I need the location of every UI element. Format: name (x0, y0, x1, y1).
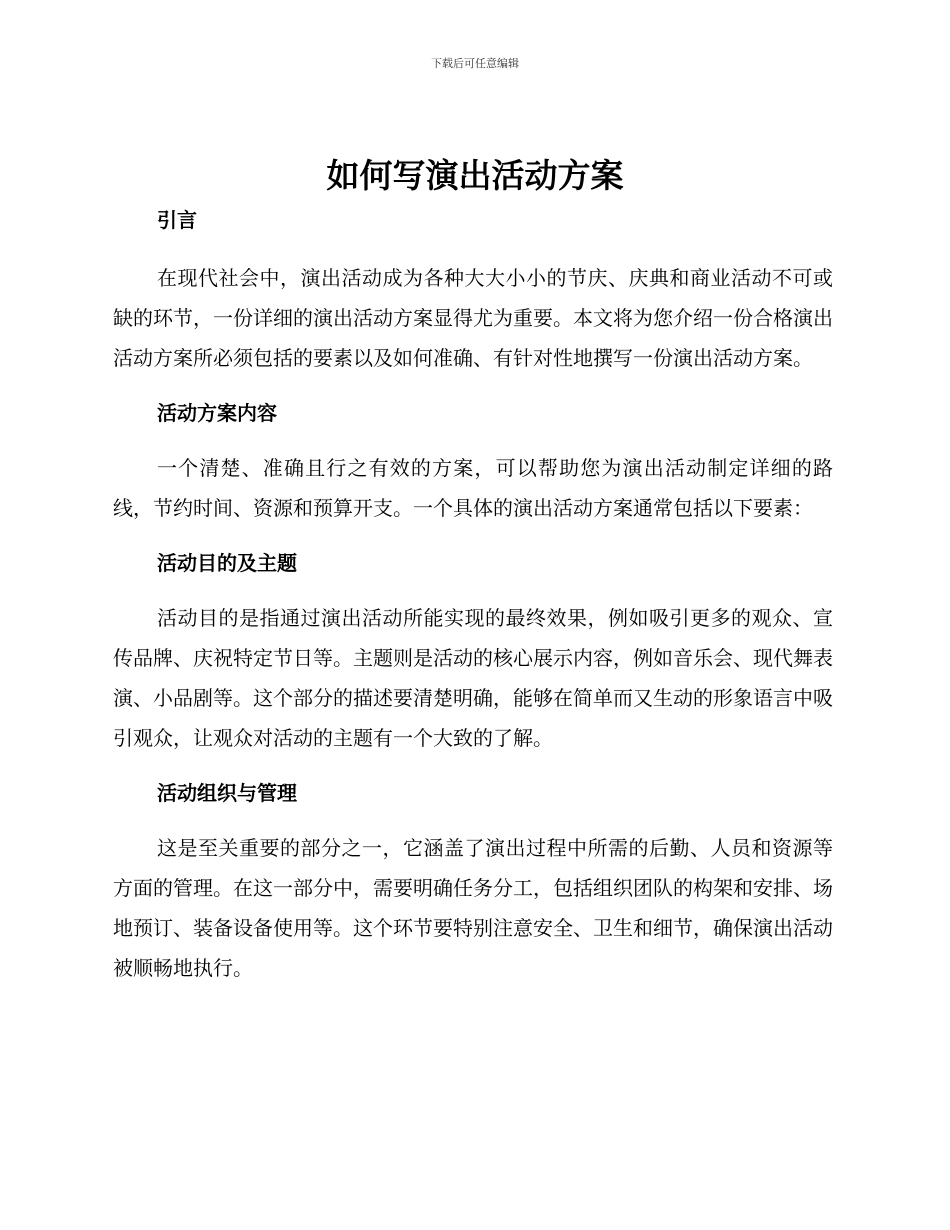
section-heading-plan-content: 活动方案内容 (157, 401, 277, 425)
section-heading-organization: 活动组织与管理 (157, 781, 297, 805)
section-paragraph-organization: 这是至关重要的部分之一，它涵盖了演出过程中所需的后勤、人员和资源等方面的管理。在这一部分中，需要明确任务分工，包括组织团队的构架和安排、场地预订、装备设备使用等。这个环节要特别注意安全、卫生和细节，确保演出活动被顺畅地执行。 (113, 836, 833, 980)
section-heading-intro: 引言 (157, 208, 197, 232)
section-paragraph-plan-content: 一个清楚、准确且行之有效的方案，可以帮助您为演出活动制定详细的路线，节约时间、资源和预算开支。一个具体的演出活动方案通常包括以下要素： (113, 456, 833, 520)
document-title: 如何写演出活动方案 (326, 156, 624, 195)
section-paragraph-goal-theme: 活动目的是指通过演出活动所能实现的最终效果，例如吸引更多的观众、宣传品牌、庆祝特定节日等。主题则是活动的核心展示内容，例如音乐会、现代舞表演、小品剧等。这个部分的描述要清楚明确，能够在简单而又生动的形象语言中吸引观众，让观众对活动的主题有一个大致的了解。 (113, 606, 833, 750)
section-heading-goal-theme: 活动目的及主题 (157, 551, 297, 575)
document-body (113, 200, 833, 988)
section-paragraph-intro: 在现代社会中，演出活动成为各种大大小小的节庆、庆典和商业活动不可或缺的环节，一份详细的演出活动方案显得尤为重要。本文将为您介绍一份合格演出活动方案所必须包括的要素以及如何准确、有针对性地撰写一份演出活动方案。 (113, 266, 833, 370)
header-note: 下载后可任意编辑 (431, 57, 519, 70)
